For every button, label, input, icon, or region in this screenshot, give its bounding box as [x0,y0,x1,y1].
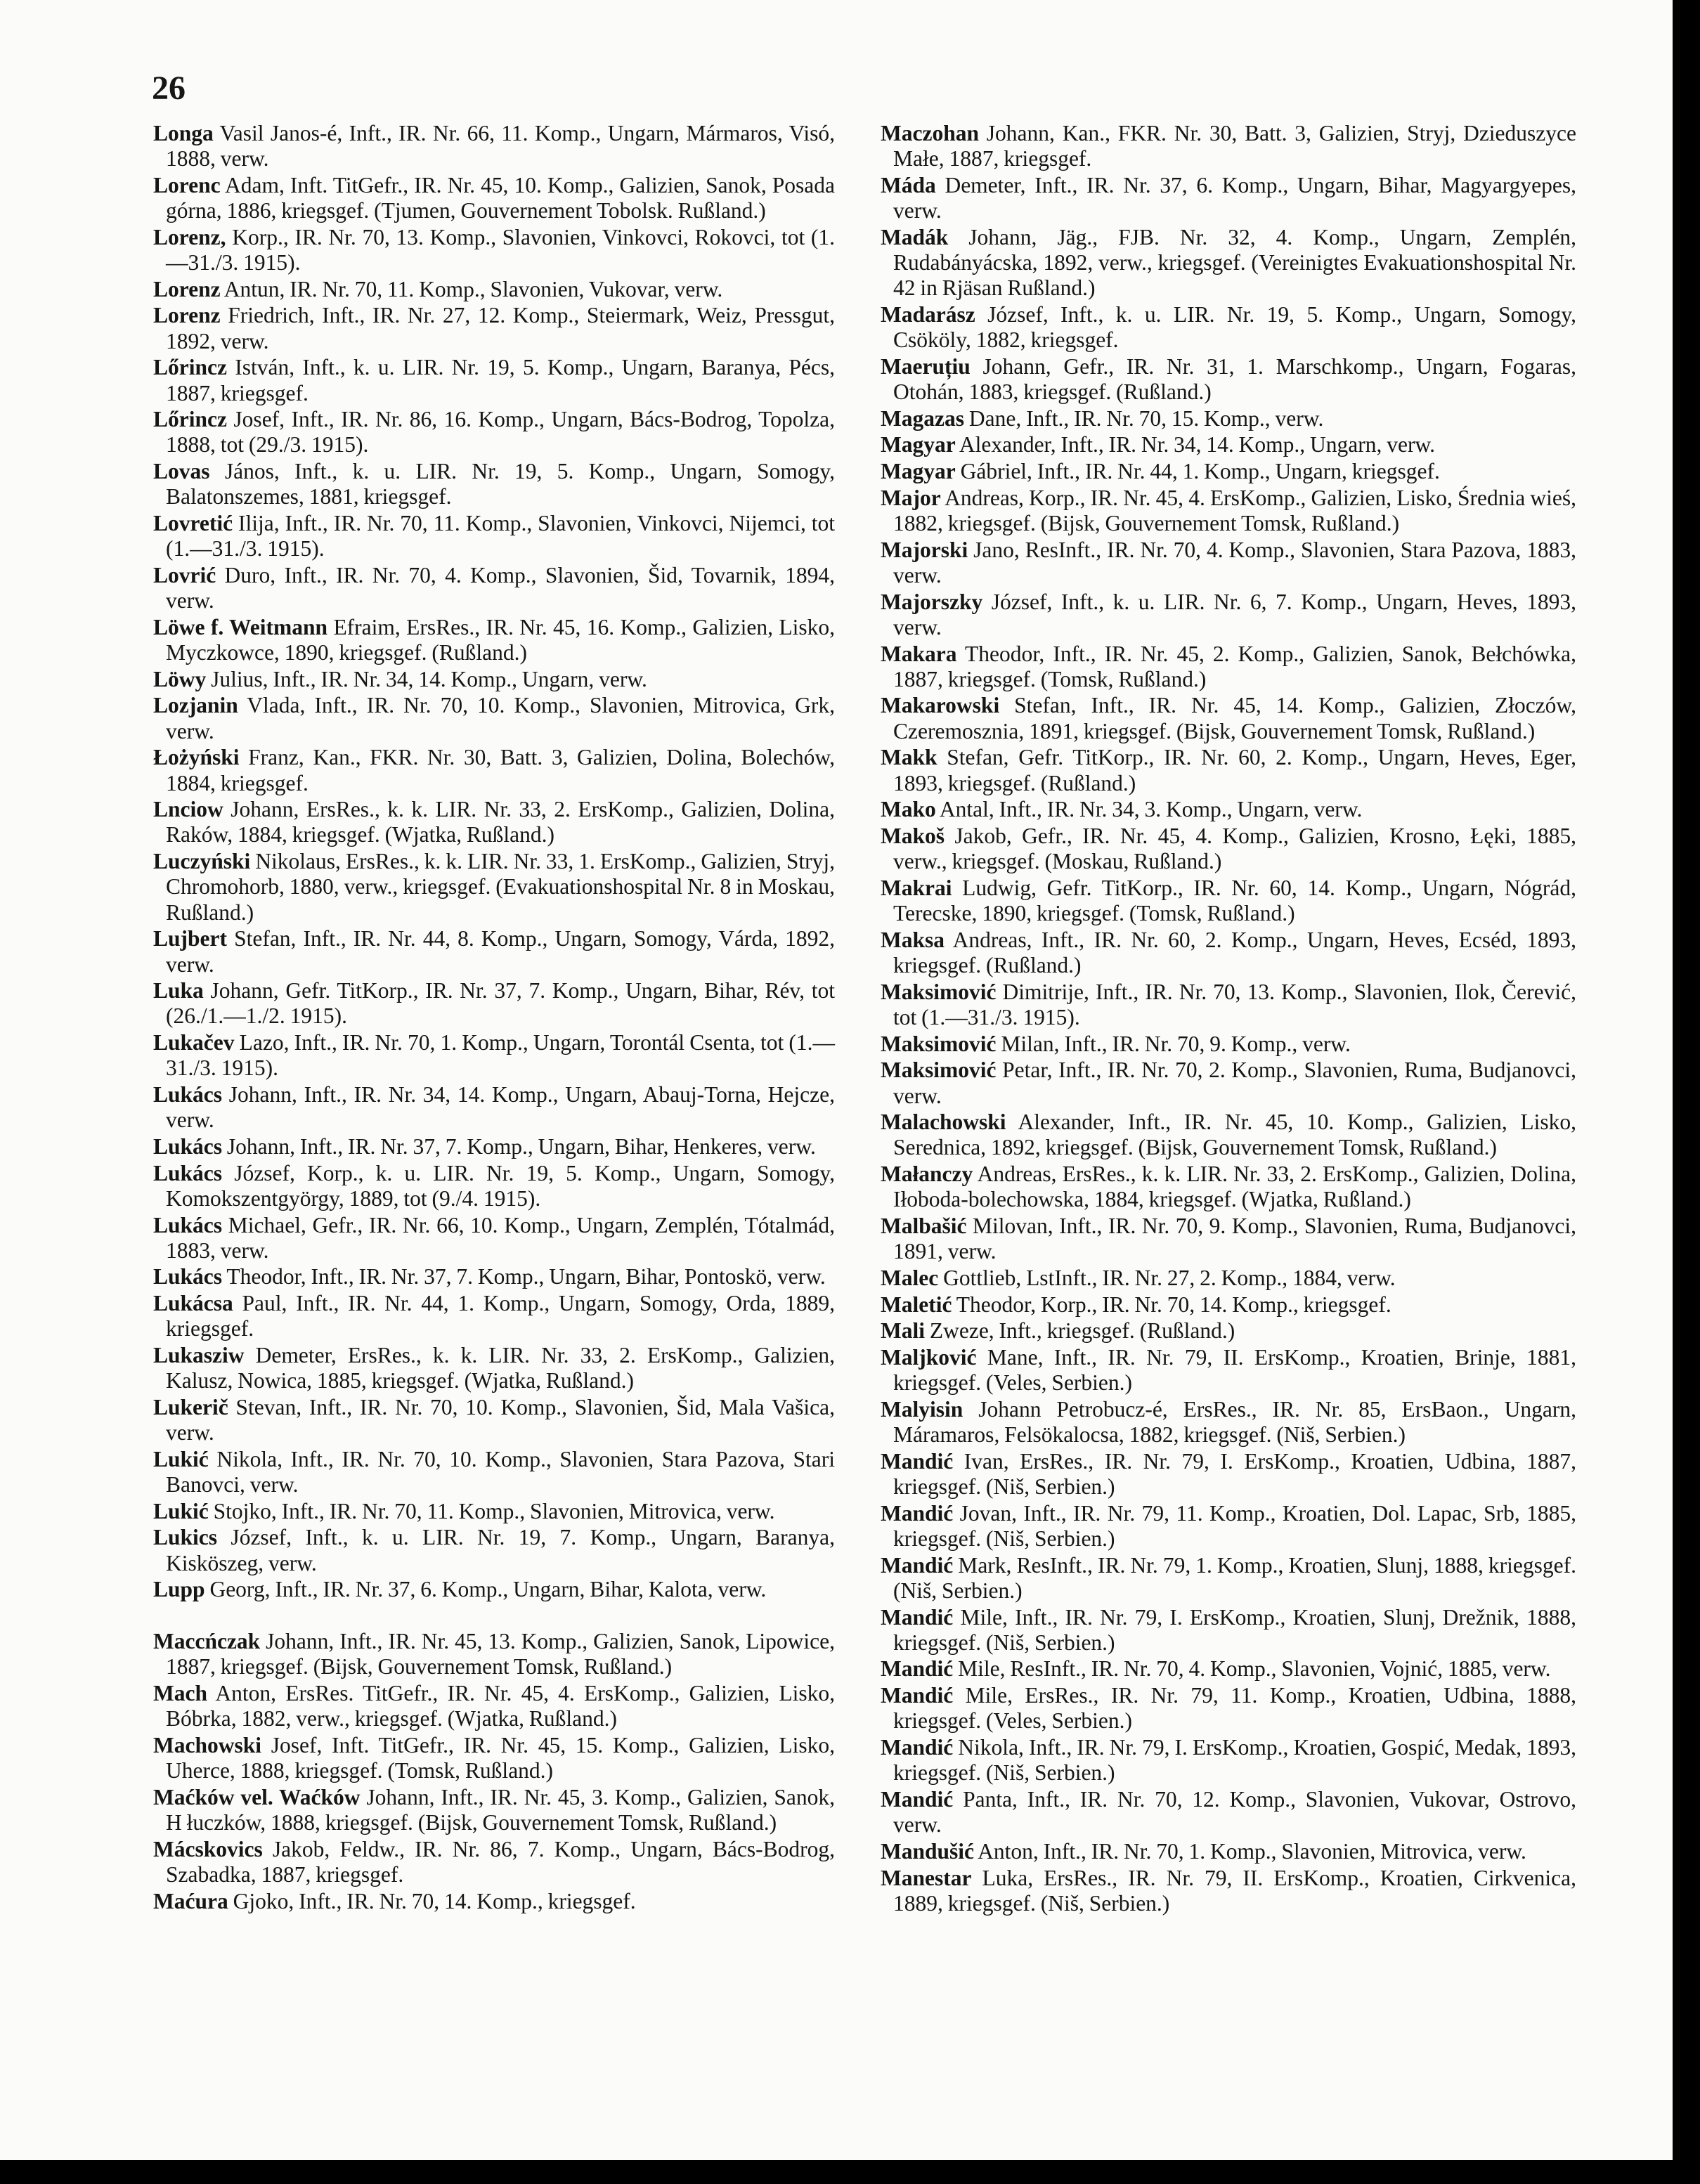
entry-details: József, Inft., k. u. LIR. Nr. 19, 5. Komp., Ungarn, Somogy, Csököly, 1882, kriegsgef. [893,301,1576,353]
entry-surname: Löwe f. Weitmann [153,614,328,639]
list-entry [881,1058,1576,1108]
entry-details: Efraim, ErsRes., IR. Nr. 45, 16. Komp., Galizien, Lisko, Myczkowce, 1890, kriegsgef. (Rußland.) [166,614,835,665]
entry-details: Nikola, Inft., IR. Nr. 79, I. ErsKomp., Kroatien, Gospić, Medak, 1893, kriegsgef. (Niš, Serbien.) [893,1735,1576,1786]
list-entry [153,1395,835,1445]
list-entry [881,1397,1576,1448]
entry-surname: Mali [881,1318,925,1344]
list-entry [881,406,1576,431]
entry-surname: Maljković [881,1345,977,1370]
entry-details: Andreas, Inft., IR. Nr. 60, 2. Komp., Ungarn, Heves, Ecséd, 1893, kriegsgef. (Rußland.) [893,927,1576,977]
list-entry [153,978,835,1029]
entry-details: Mile, ResInft., IR. Nr. 70, 4. Komp., Slavonien, Vojnić, 1885, verw. [953,1656,1551,1682]
list-entry [153,511,835,561]
entry-details: Lazo, Inft., IR. Nr. 70, 1. Komp., Ungarn, Torontál Csenta, tot (1.—31./3. 1915). [166,1030,835,1081]
entry-surname: Lorenz [153,303,221,328]
entry-details: Luka, ErsRes., IR. Nr. 79, II. ErsKomp., Kroatien, Cirkvenica, 1889, kriegsgef. (Niš, Serbien.) [893,1865,1576,1916]
list-entry [153,1837,835,1887]
list-entry [153,1577,835,1602]
list-entry [881,693,1576,743]
entry-surname: Makarowski [881,693,1000,718]
list-entry [881,876,1576,926]
entry-surname: Magyar [881,432,956,457]
entry-details: Friedrich, Inft., IR. Nr. 27, 12. Komp., Steiermark, Weiz, Pressgut, 1892, verw. [166,303,835,353]
entry-surname: Longa [153,121,214,145]
list-entry [881,1501,1576,1552]
entry-surname: Maeruțiu [881,353,971,379]
entry-details: Antun, IR. Nr. 70, 11. Komp., Slavonien, Vukovar, verw. [220,276,723,301]
entry-details: István, Inft., k. u. LIR. Nr. 19, 5. Komp., Ungarn, Baranya, Pécs, 1887, kriegsgef. [166,355,835,405]
list-entry [881,121,1576,171]
entry-surname: Major [881,485,941,510]
entry-surname: Lukačev [153,1030,235,1055]
entry-details: Johann, Gefr., IR. Nr. 31, 1. Marschkomp., Ungarn, Fogaras, Otohán, 1883, kriegsgef. (Rußland.) [893,353,1576,405]
list-entry [881,1318,1576,1344]
entry-details: Ivan, ErsRes., IR. Nr. 79, I. ErsKomp., Kroatien, Udbina, 1887, kriegsgef. (Niš, Serbien.) [893,1448,1576,1500]
right-column [881,121,1576,1918]
entry-surname: Lovretić [153,511,233,536]
entry-details: Jovan, Inft., IR. Nr. 79, 11. Komp., Kroatien, Dol. Lapac, Srb, 1885, kriegsgef. (Niš, Serbien.) [893,1500,1576,1551]
entry-surname: Maksimović [881,1058,997,1083]
list-entry [153,459,835,509]
entry-details: Jakob, Gefr., IR. Nr. 45, 4. Komp., Galizien, Krosno, Łęki, 1885, verw., kriegsgef. (Moskau, Rußland.) [893,823,1576,874]
list-entry [881,1110,1576,1160]
list-entry [153,1681,835,1731]
entry-surname: Lőrincz [153,407,227,432]
entry-details: József, Inft., k. u. LIR. Nr. 19, 7. Komp., Ungarn, Baranya, Kisköszeg, verw. [166,1525,835,1575]
list-entry [881,1683,1576,1734]
list-entry [153,693,835,743]
entry-surname: Majorszky [881,589,983,614]
entry-surname: Lozjanin [153,693,238,718]
list-entry [153,1447,835,1497]
list-entry [881,1839,1576,1864]
entry-surname: Makara [881,641,957,666]
entry-surname: Lukács [153,1160,223,1185]
list-entry [881,1449,1576,1500]
entry-details: Andreas, Korp., IR. Nr. 45, 4. ErsKomp., Galizien, Lisko, Średnia wieś, 1882, kriegsgef. (Bijsk, Gouvernement Tomsk, Rußland.) [893,485,1576,536]
entry-surname: Mandić [881,1787,954,1812]
entry-surname: Maćura [153,1888,228,1913]
entry-surname: Mandić [881,1683,954,1708]
entry-surname: Lukács [153,1264,223,1289]
list-entry [881,1214,1576,1264]
entry-details: János, Inft., k. u. LIR. Nr. 19, 5. Komp., Ungarn, Somogy, Balatonszemes, 1881, kriegsgef. [166,459,835,509]
entry-details: Michael, Gefr., IR. Nr. 66, 10. Komp., Ungarn, Zemplén, Tótalmád, 1883, verw. [166,1212,835,1263]
entry-details: Johann, Inft., IR. Nr. 45, 13. Komp., Galizien, Sanok, Lipowice, 1887, kriegsgef. (Bijsk, Gouvernement Tomsk, Rußland.) [166,1629,835,1679]
entry-details: Mane, Inft., IR. Nr. 79, II. ErsKomp., Kroatien, Brinje, 1881, kriegsgef. (Veles, Serbien.) [893,1345,1576,1396]
list-entry [153,745,835,795]
list-entry [881,1032,1576,1057]
entry-details: Ludwig, Gefr. TitKorp., IR. Nr. 60, 14. Komp., Ungarn, Nógrád, Terecske, 1890, kriegsgef. (Tomsk, Rußland.) [893,875,1576,926]
entry-details: Gábriel, Inft., IR. Nr. 44, 1. Komp., Ungarn, kriegsgef. [955,459,1440,484]
entry-details: Josef, Inft. TitGefr., IR. Nr. 45, 15. Komp., Galizien, Lisko, Uherce, 1888, kriegsgef. (Tomsk, Rußland.) [166,1732,835,1783]
entry-details: József, Korp., k. u. LIR. Nr. 19, 5. Komp., Ungarn, Somogy, Komokszentgyörgy, 1889, tot (9./4. 1915). [166,1160,835,1211]
entry-details: Josef, Inft., IR. Nr. 86, 16. Komp., Ungarn, Bács-Bodrog, Topolza, 1888, tot (29./3. 1915). [166,407,835,457]
entry-surname: Mácskovics [153,1836,263,1861]
entry-surname: Mako [881,797,936,822]
entry-surname: Lovas [153,459,210,484]
entry-surname: Lnciow [153,797,223,822]
list-entry [881,1605,1576,1656]
entry-surname: Lukaszіw [153,1343,245,1368]
entry-surname: Lujbert [153,926,227,951]
list-entry [153,1213,835,1263]
entry-details: Demeter, ErsRes., k. k. LIR. Nr. 33, 2. ErsKomp., Galizien, Kalusz, Nowica, 1885, kriegsgef. (Wjatka, Rußland.) [166,1343,835,1393]
list-entry [153,615,835,665]
entry-surname: Maksa [881,927,945,952]
entry-surname: Mandić [881,1500,954,1526]
entry-surname: Maćków vel. Waćków [153,1784,361,1809]
entry-details: Theodor, Korp., IR. Nr. 70, 14. Komp., kriegsgef. [952,1292,1391,1317]
entry-details: Ilija, Inft., IR. Nr. 70, 11. Komp., Slavonien, Vinkovci, Nijemci, tot (1.—31./3. 1915). [166,511,835,561]
entry-details: Milovan, Inft., IR. Nr. 70, 9. Komp., Slavonien, Ruma, Budjanovci, 1891, verw. [893,1214,1576,1264]
entry-details: Vlada, Inft., IR. Nr. 70, 10. Komp., Slavonien, Mitrovica, Grk, verw. [166,693,835,743]
entry-details: József, Inft., k. u. LIR. Nr. 6, 7. Komp., Ungarn, Heves, 1893, verw. [893,589,1576,639]
list-entry [881,1266,1576,1291]
entry-details: Petar, Inft., IR. Nr. 70, 2. Komp., Slavonien, Ruma, Budjanovci, verw. [893,1058,1576,1108]
entry-surname: Lukács [153,1082,223,1107]
entry-details: Stojko, Inft., IR. Nr. 70, 11. Komp., Slavonien, Mitrovica, verw. [208,1498,775,1523]
entry-details: Nikola, Inft., IR. Nr. 70, 10. Komp., Slavonien, Stara Pazova, Stari Banovci, verw. [166,1446,835,1497]
entry-details: Stefan, Inft., IR. Nr. 44, 8. Komp., Ungarn, Somogy, Várda, 1892, verw. [166,926,835,977]
list-entry [153,1343,835,1393]
list-entry [153,797,835,847]
list-entry [881,1787,1576,1838]
entry-surname: Maksimović [881,1031,997,1056]
entry-surname: Lukić [153,1446,209,1471]
entry-surname: Małanczy [881,1162,973,1187]
entry-details: Stefan, Inft., IR. Nr. 45, 14. Komp., Galizien, Złoczów, Czeremosznia, 1891, kriegsgef. (Bijsk, Gouvernement Tomsk, Rußland.) [893,693,1576,743]
list-entry [153,277,835,302]
left-column [153,121,835,1915]
entry-details: Panta, Inft., IR. Nr. 70, 12. Komp., Slavonien, Vukovar, Ostrovo, verw. [893,1787,1576,1838]
entry-surname: Mandušić [881,1838,975,1864]
list-entry [881,824,1576,874]
list-entry [881,642,1576,692]
entry-details: Demeter, Inft., IR. Nr. 37, 6. Komp., Ungarn, Bihar, Magyargyepes, verw. [893,172,1576,223]
entry-surname: Mach [153,1680,207,1705]
entry-surname: Machowski [153,1732,262,1757]
entry-surname: Luczyński [153,849,251,874]
entry-details: Alexander, Inft., IR. Nr. 34, 14. Komp., Ungarn, verw. [955,432,1436,457]
entry-surname: Maccńczak [153,1629,261,1654]
entry-surname: Mandić [881,1735,954,1760]
entry-surname: Lorenz [153,276,221,301]
entry-details: Mark, ResInft., IR. Nr. 79, 1. Komp., Kroatien, Slunj, 1888, kriegsgef. (Niš, Serbien.) [893,1552,1576,1603]
list-entry [881,459,1576,484]
entry-surname: Máda [881,172,936,197]
list-entry [881,302,1576,353]
entry-surname: Magyar [881,459,956,484]
entry-surname: Lorenc [153,172,221,197]
list-entry [153,1291,835,1341]
entry-surname: Maletić [881,1292,952,1317]
list-entry [153,667,835,692]
entry-details: Johann, Inft., IR. Nr. 37, 7. Komp., Ungarn, Bihar, Henkeres, verw. [222,1133,816,1159]
entry-surname: Lukics [153,1525,218,1550]
list-entry [153,173,835,223]
entry-surname: Magazas [881,405,964,431]
list-entry [153,355,835,405]
entry-details: Johann Petrobucz-é, ErsRes., IR. Nr. 85, ErsBaon., Ungarn, Máramaros, Felsökalocsa, 1882, kriegsgef. (Niš, Serbien.) [893,1396,1576,1448]
entry-details: Johann, Inft., IR. Nr. 34, 14. Komp., Ungarn, Abauj-Torna, Hejcze, verw. [166,1082,835,1133]
list-entry [881,980,1576,1030]
list-entry [153,926,835,977]
entry-details: Alexander, Inft., IR. Nr. 45, 10. Komp., Galizien, Lisko, Serednica, 1892, kriegsgef. (Bijsk, Gouvernement Tomsk, Rußland.) [893,1110,1576,1160]
list-entry [881,590,1576,640]
entry-surname: Makoš [881,823,945,848]
entry-surname: Lukács [153,1133,223,1159]
list-entry [881,1553,1576,1604]
entry-details: Johann, Gefr. TitKorp., IR. Nr. 37, 7. Komp., Ungarn, Bihar, Rév, tot (26./1.—1./2. 1915). [166,978,835,1029]
entry-details: Milan, Inft., IR. Nr. 70, 9. Komp., verw. [996,1031,1351,1056]
entry-details: Stevan, Inft., IR. Nr. 70, 10. Komp., Slavonien, Šid, Mala Vašica, verw. [166,1394,835,1445]
entry-details: Antal, Inft., IR. Nr. 34, 3. Komp., Ungarn, verw. [935,797,1363,822]
entry-details: Theodor, Inft., IR. Nr. 37, 7. Komp., Ungarn, Bihar, Pontoskö, verw. [222,1264,826,1289]
entry-details: Jano, ResInft., IR. Nr. 70, 4. Komp., Slavonien, Stara Pazova, 1883, verw. [893,537,1576,587]
entry-surname: Lorenz, [153,224,226,249]
entry-surname: Lupp [153,1577,205,1602]
list-entry [881,1162,1576,1212]
list-entry [153,1082,835,1133]
entry-surname: Malbašić [881,1214,967,1239]
list-entry [881,1735,1576,1786]
entry-details: Julius, Inft., IR. Nr. 34, 14. Komp., Ungarn, verw. [206,666,647,691]
entry-details: Dimitrije, Inft., IR. Nr. 70, 13. Komp., Slavonien, Ilok, Čerević, tot (1.—31./3. 1915). [893,979,1576,1029]
entry-details: Andreas, ErsRes., k. k. LIR. Nr. 33, 2. ErsKomp., Galizien, Dolina, Iłoboda-bolechowska, 1884, kriegsgef. (Wjatka, Rußland.) [893,1162,1576,1212]
entry-surname: Makrai [881,875,952,900]
entry-surname: Lőrincz [153,355,227,380]
entry-details: Johann, Inft., IR. Nr. 45, 3. Komp., Galizien, Sanok, H łuczków, 1888, kriegsgef. (Bijsk, Gouvernement Tomsk, Rußland.) [166,1784,836,1835]
list-entry [153,225,835,275]
list-entry [153,1030,835,1081]
list-entry [153,1499,835,1524]
entry-surname: Madák [881,224,949,249]
list-entry [153,1264,835,1289]
entry-surname: Lukić [153,1498,209,1523]
entry-details: Zweze, Inft., kriegsgef. (Rußland.) [925,1318,1235,1344]
entry-details: Korp., IR. Nr. 70, 13. Komp., Slavonien, Vinkovci, Rokovci, tot (1.—31./3. 1915). [166,224,835,275]
list-entry [881,225,1576,301]
entry-surname: Lukácsa [153,1291,233,1316]
list-entry [881,432,1576,457]
entry-surname: Mandić [881,1552,954,1578]
list-entry [881,486,1576,536]
entry-surname: Lukács [153,1212,223,1237]
entry-surname: Mandić [881,1604,954,1630]
entry-details: Mile, ErsRes., IR. Nr. 79, 11. Komp., Kroatien, Udbina, 1888, kriegsgef. (Veles, Serbien.) [893,1683,1576,1734]
entry-surname: Manestar [881,1865,972,1890]
list-entry [881,928,1576,978]
entry-details: Gjoko, Inft., IR. Nr. 70, 14. Komp., kriegsgef. [228,1888,636,1913]
list-entry [153,1629,835,1679]
entry-details: Mile, Inft., IR. Nr. 79, I. ErsKomp., Kroatien, Slunj, Drežnik, 1888, kriegsgef. (Niš, Serbien.) [893,1604,1576,1655]
section-gap [153,1604,835,1629]
list-entry [881,1345,1576,1396]
entry-details: Theodor, Inft., IR. Nr. 45, 2. Komp., Galizien, Sanok, Bełchówka, 1887, kriegsgef. (Tomsk, Rußland.) [893,641,1576,691]
entry-details: Johann, Jäg., FJB. Nr. 32, 4. Komp., Ungarn, Zemplén, Rudabányácska, 1892, verw., kriegsgef. (Vereinigtes Evakuationshospital Nr. 42 in Rjäsan Rußland.) [893,224,1576,301]
entry-surname: Lukerič [153,1394,228,1419]
list-entry [153,1733,835,1783]
entry-surname: Luka [153,978,204,1003]
list-entry [153,1785,835,1835]
entry-surname: Majorski [881,537,968,562]
entry-details: Paul, Inft., IR. Nr. 44, 1. Komp., Ungarn, Somogy, Orda, 1889, kriegsgef. [166,1291,835,1341]
entry-surname: Mandić [881,1448,954,1474]
list-entry [881,797,1576,822]
page-number: 26 [152,70,186,107]
list-entry [153,849,835,925]
entry-surname: Maczohan [881,121,979,145]
list-entry [153,407,835,457]
entry-details: Franz, Kan., FKR. Nr. 30, Batt. 3, Galizien, Dolina, Bolechów, 1884, kriegsgef. [166,745,835,795]
entry-surname: Mandić [881,1656,954,1682]
list-entry [153,1525,835,1575]
entry-details: Dane, Inft., IR. Nr. 70, 15. Komp., verw. [963,405,1324,431]
list-entry [153,1889,835,1914]
entry-surname: Malachowski [881,1110,1006,1135]
list-entry [881,1866,1576,1916]
entry-details: Johann, ErsRes., k. k. LIR. Nr. 33, 2. ErsKomp., Galizien, Dolina, Raków, 1884, kriegsgef. (Wjatka, Rußland.) [166,797,835,847]
list-entry [153,1134,835,1159]
list-entry [881,745,1576,795]
entry-details: Duro, Inft., IR. Nr. 70, 4. Komp., Slavonien, Šid, Tovarnik, 1894, verw. [166,562,835,613]
entry-details: Nikolaus, ErsRes., k. k. LIR. Nr. 33, 1. ErsKomp., Galizien, Stryj, Chromohorb, 1880, verw., kriegsgef. (Evakuationshospital Nr. 8 in Moskau, Rußland.) [166,849,835,925]
list-entry [881,354,1576,405]
entry-details: Anton, Inft., IR. Nr. 70, 1. Komp., Slavonien, Mitrovica, verw. [974,1838,1526,1864]
list-entry [153,1161,835,1211]
list-entry [881,1656,1576,1682]
list-entry [881,173,1576,223]
list-entry [153,303,835,353]
entry-details: Jakob, Feldw., IR. Nr. 86, 7. Komp., Ungarn, Bács-Bodrog, Szabadka, 1887, kriegsgef. [166,1836,835,1887]
entry-details: Adam, Inft. TitGefr., IR. Nr. 45, 10. Komp., Galizien, Sanok, Posada górna, 1886, kriegsgef. (Tjumen, Gouvernement Tobolsk. Rußland.) [166,172,835,223]
list-entry [153,563,835,613]
entry-surname: Löwy [153,666,207,691]
entry-details: Vasil Janos-é, Inft., IR. Nr. 66, 11. Komp., Ungarn, Mármaros, Visó, 1888, verw. [166,121,835,171]
list-entry [881,538,1576,588]
entry-details: Gottlieb, LstInft., IR. Nr. 27, 2. Komp., 1884, verw. [938,1265,1396,1290]
entry-surname: Malyisin [881,1396,963,1422]
entry-details: Johann, Kan., FKR. Nr. 30, Batt. 3, Galizien, Stryj, Dzieduszyce Małe, 1887, kriegsgef. [893,121,1576,171]
entry-surname: Malec [881,1265,939,1290]
entry-details: Anton, ErsRes. TitGefr., IR. Nr. 45, 4. ErsKomp., Galizien, Lisko, Bóbrka, 1882, verw., kriegsgef. (Wjatka, Rußland.) [166,1680,835,1731]
entry-surname: Makk [881,745,937,770]
list-entry [153,121,835,171]
entry-surname: Maksimović [881,979,997,1004]
entry-surname: Lovrić [153,562,216,587]
entry-surname: Madarász [881,301,975,327]
list-entry [881,1292,1576,1318]
entry-details: Georg, Inft., IR. Nr. 37, 6. Komp., Ungarn, Bihar, Kalota, verw. [205,1577,767,1602]
entry-details: Stefan, Gefr. TitKorp., IR. Nr. 60, 2. Komp., Ungarn, Heves, Eger, 1893, kriegsgef. (Rußland.) [893,745,1576,795]
entry-surname: Łożyński [153,745,240,770]
